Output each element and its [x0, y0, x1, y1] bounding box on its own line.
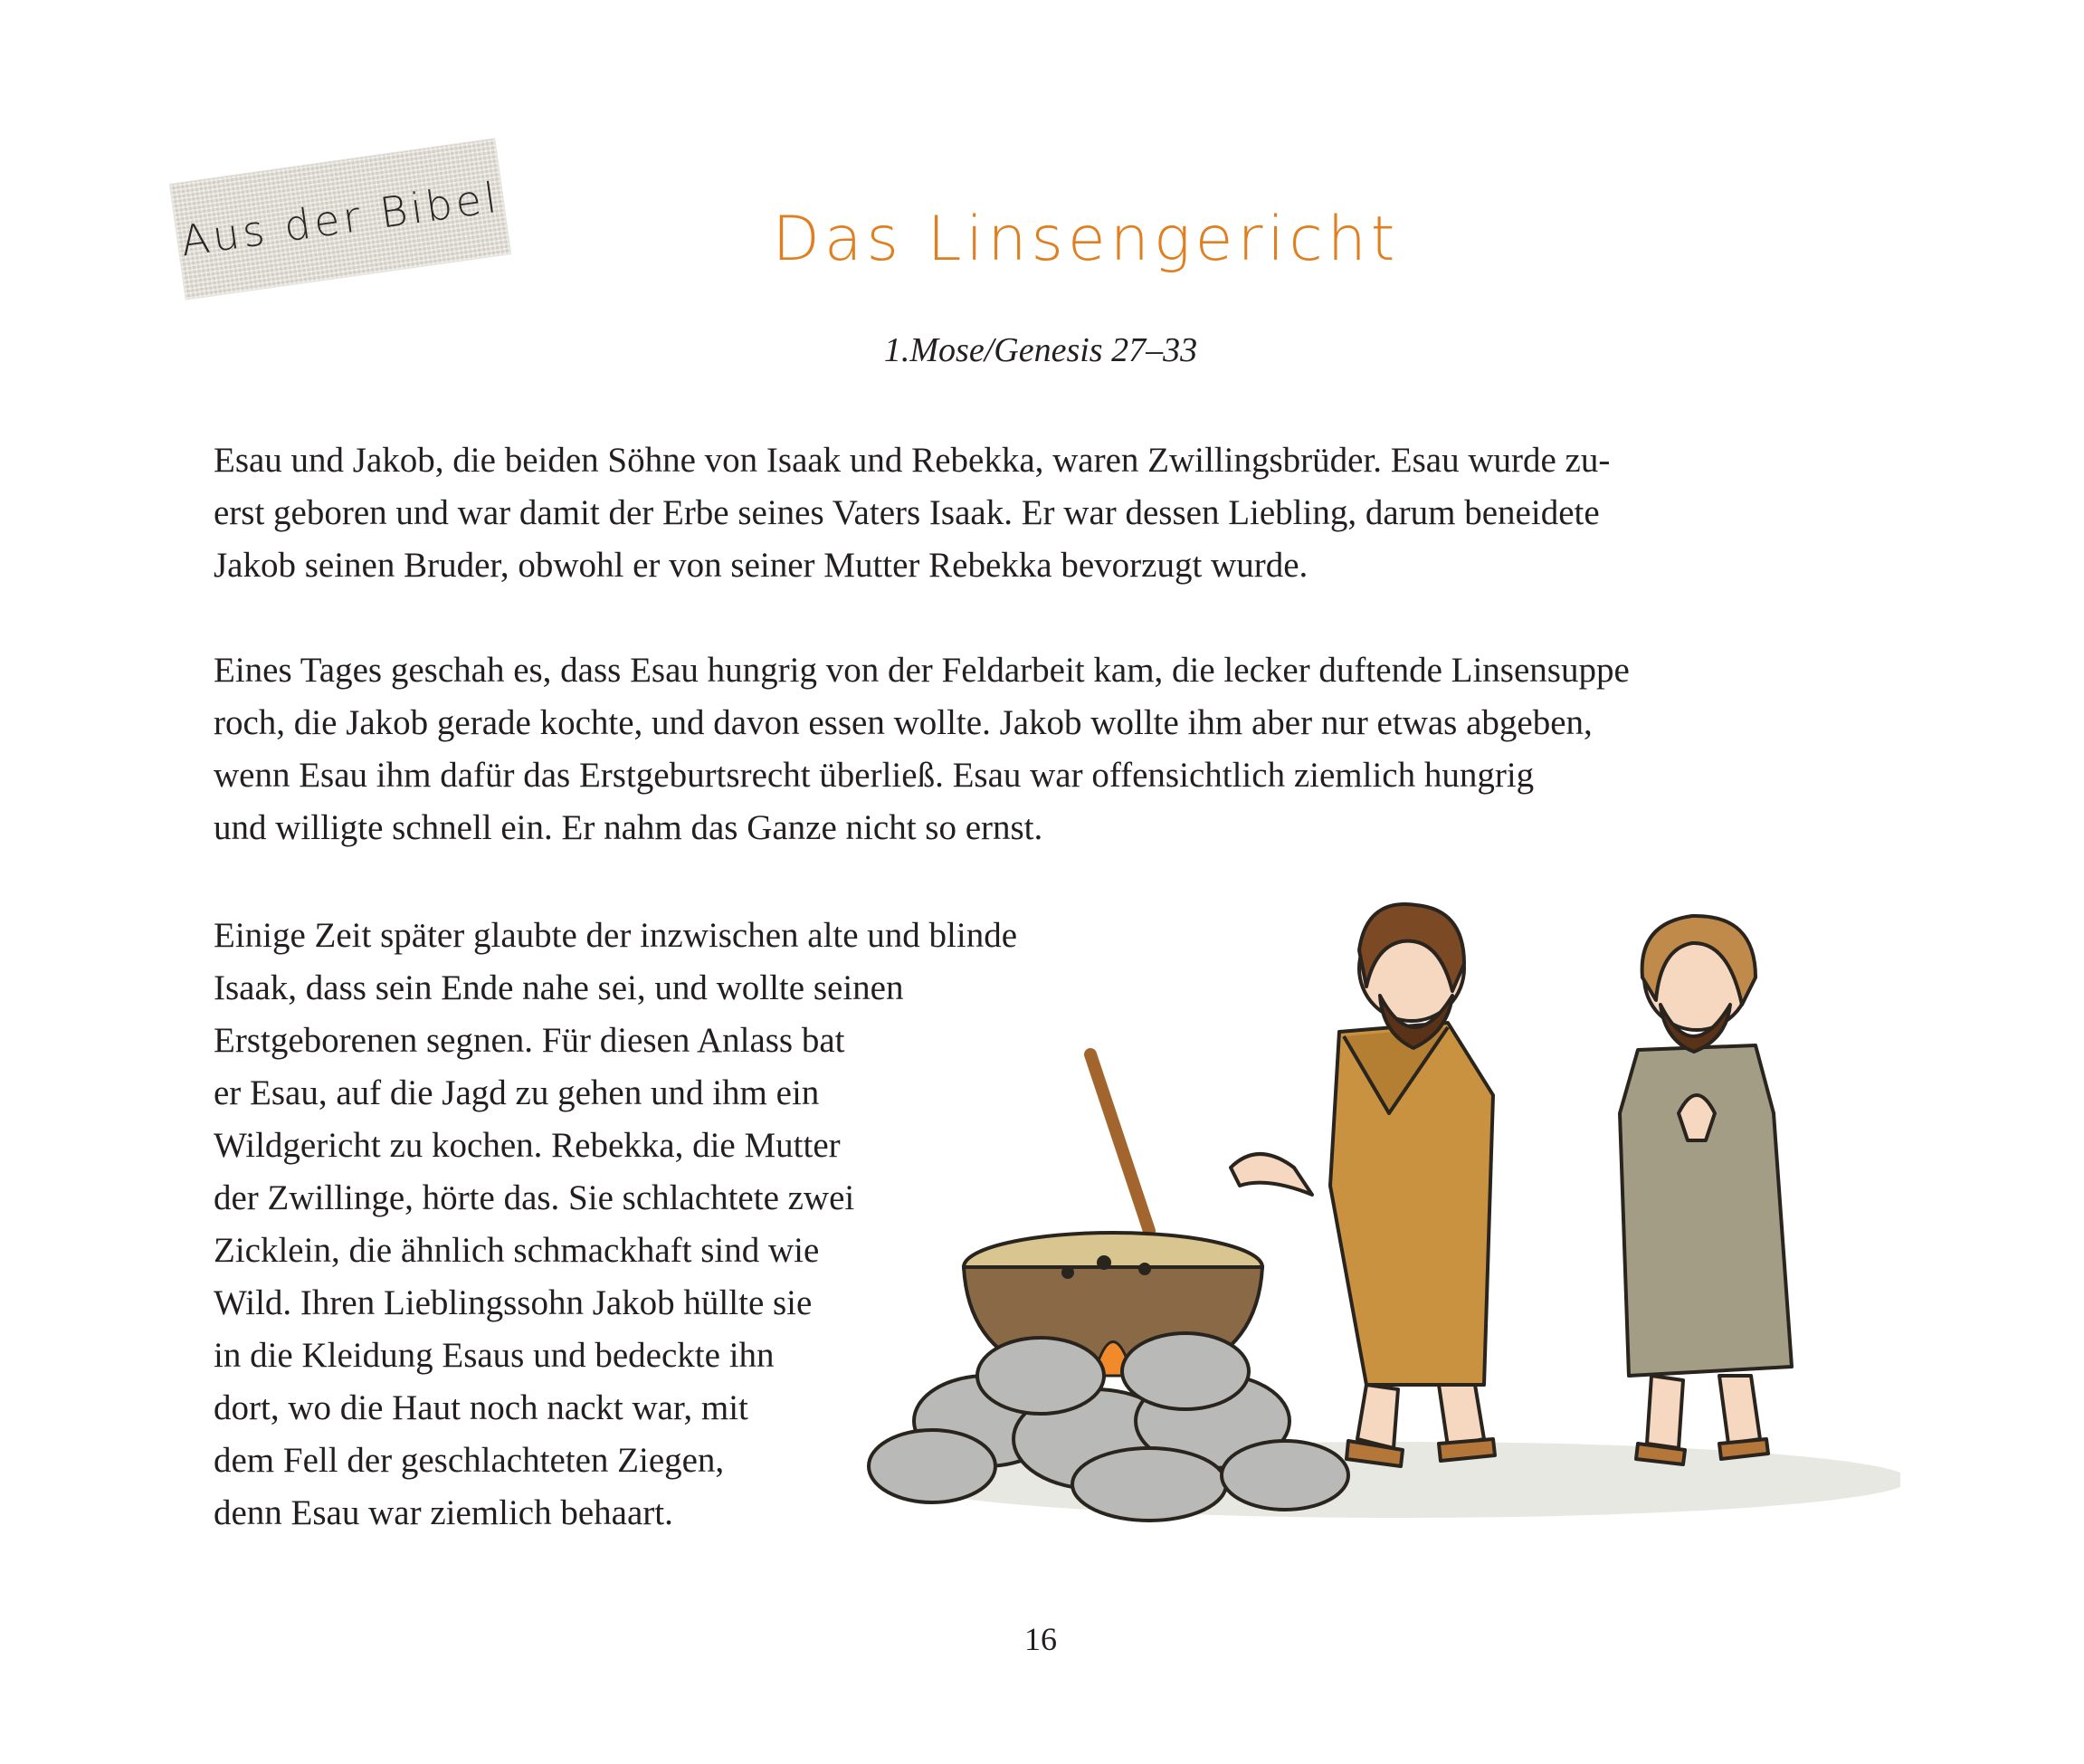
page-title: Das Linsengericht: [772, 204, 1400, 275]
esau-figure: [1620, 916, 1792, 1464]
jakob-figure: [1231, 904, 1495, 1466]
text-line: er Esau, auf die Jagd zu gehen und ihm ein: [214, 1073, 820, 1112]
text-line: Jakob seinen Bruder, obwohl er von seiner Mutter Rebekka bevorzugt wurde.: [214, 546, 1308, 585]
paragraph-1: [214, 434, 1870, 592]
text-line: Esau und Jakob, die beiden Söhne von Isaak und Rebekka, waren Zwillingsbrüder. Esau wurde zu-: [214, 441, 1611, 480]
text-line: Wild. Ihren Lieblingssohn Jakob hüllte sie: [214, 1283, 813, 1322]
page-number: 16: [1024, 1621, 1057, 1657]
text-line: in die Kleidung Esaus und bedeckte ihn: [214, 1336, 775, 1375]
text-line: Eines Tages geschah es, dass Esau hungrig von der Feldarbeit kam, die lecker duftende Linsensuppe: [214, 651, 1630, 690]
text-line: Isaak, dass sein Ende nahe sei, und wollte seinen: [214, 968, 904, 1007]
text-line: Wildgericht zu kochen. Rebekka, die Mutter: [214, 1126, 841, 1165]
section-tag: [170, 138, 510, 299]
text-line: roch, die Jakob gerade kochte, und davon essen wollte. Jakob wollte ihm aber nur etwas abgeben,: [214, 703, 1593, 742]
text-line: denn Esau war ziemlich behaart.: [214, 1493, 673, 1532]
text-line: dort, wo die Haut noch nackt war, mit: [214, 1388, 748, 1427]
text-line: der Zwillinge, hörte das. Sie schlachtete zwei: [214, 1178, 855, 1217]
text-line: Einige Zeit später glaubte der inzwischen alte und blinde: [214, 916, 1018, 955]
illustration-jacob-esau-cooking: [860, 842, 1900, 1602]
paragraph-2: [214, 644, 1870, 854]
text-line: erst geboren und war damit der Erbe seines Vaters Isaak. Er war dessen Liebling, darum beneidete: [214, 493, 1600, 532]
section-tag-label: Aus der Bibel: [177, 172, 503, 266]
text-line: Erstgeborenen segnen. Für diesen Anlass bat: [214, 1021, 845, 1060]
text-line: Zicklein, die ähnlich schmackhaft sind wie: [214, 1231, 820, 1270]
text-line: wenn Esau ihm dafür das Erstgeburtsrecht überließ. Esau war offensichtlich ziemlich hungrig: [214, 756, 1535, 795]
bible-reference: 1.Mose/Genesis 27–33: [883, 331, 1198, 369]
text-line: dem Fell der geschlachteten Ziegen,: [214, 1441, 725, 1480]
text-line: und willigte schnell ein. Er nahm das Ganze nicht so ernst.: [214, 808, 1043, 847]
